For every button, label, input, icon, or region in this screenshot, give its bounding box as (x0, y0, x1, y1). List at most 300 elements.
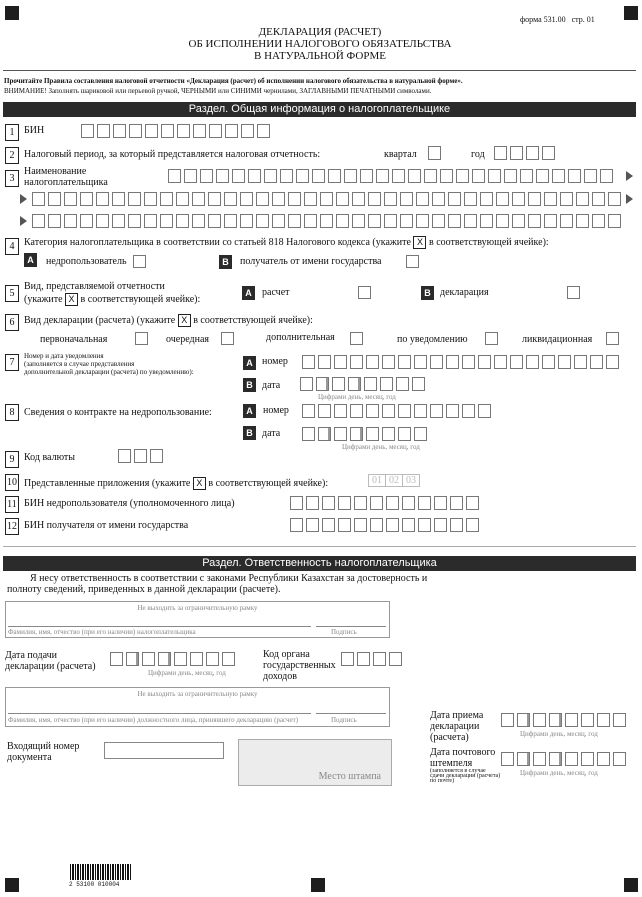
char-cell[interactable] (440, 169, 453, 183)
incoming-number-input[interactable] (104, 742, 224, 759)
char-cell[interactable] (272, 214, 285, 228)
registration-mark (624, 878, 638, 892)
char-cell[interactable] (320, 214, 333, 228)
char-cell[interactable] (184, 169, 197, 183)
divider (3, 70, 636, 71)
notice-date-input[interactable] (300, 377, 428, 391)
char-cell[interactable] (376, 169, 389, 183)
char-cell[interactable] (549, 752, 562, 766)
char-cell[interactable] (288, 214, 301, 228)
char-cell[interactable] (576, 192, 589, 206)
char-cell[interactable] (382, 427, 395, 441)
field-number: 7 (5, 354, 19, 371)
char-cell[interactable] (348, 377, 361, 391)
initial-checkbox[interactable] (135, 332, 148, 345)
char-cell[interactable] (64, 192, 77, 206)
divider (3, 546, 636, 547)
char-cell[interactable] (568, 169, 581, 183)
attachment-03-option[interactable]: 03 (406, 475, 416, 486)
char-cell[interactable] (528, 214, 541, 228)
char-cell[interactable] (456, 169, 469, 183)
char-cell[interactable] (432, 214, 445, 228)
char-cell[interactable] (96, 192, 109, 206)
char-cell[interactable] (462, 404, 475, 418)
char-cell[interactable] (597, 713, 610, 727)
char-cell[interactable] (380, 377, 393, 391)
char-cell[interactable] (398, 404, 411, 418)
char-cell[interactable] (370, 518, 383, 532)
char-cell[interactable] (318, 355, 331, 369)
additional-label: дополнительная (266, 332, 335, 343)
submission-date-input[interactable] (110, 652, 238, 666)
char-cell[interactable] (334, 404, 347, 418)
field-number: 6 (5, 314, 19, 331)
char-cell[interactable] (209, 124, 222, 138)
postal-date-input[interactable] (501, 752, 629, 766)
option-letter-b: B (421, 286, 434, 300)
char-cell[interactable] (517, 713, 530, 727)
char-cell[interactable] (241, 124, 254, 138)
char-cell[interactable] (334, 427, 347, 441)
char-cell[interactable] (302, 355, 315, 369)
char-cell[interactable] (581, 752, 594, 766)
char-cell[interactable] (368, 214, 381, 228)
char-cell[interactable] (373, 652, 386, 666)
char-cell[interactable] (480, 214, 493, 228)
char-cell[interactable] (398, 427, 411, 441)
submission-date-label: Дата подачи декларации (расчета) (5, 650, 96, 672)
taxpayer-name-label: Наименование налогоплательщика (24, 166, 108, 188)
form-code: форма 531.00 стр. 01 (520, 15, 595, 24)
char-cell[interactable] (472, 169, 485, 183)
field-number: 2 (5, 147, 19, 164)
postal-date-label: Дата почтового штемпеля (430, 747, 496, 769)
char-cell[interactable] (450, 496, 463, 510)
char-cell[interactable] (206, 652, 219, 666)
char-cell[interactable] (549, 713, 562, 727)
attachment-01-option[interactable]: 01 (369, 475, 386, 486)
attachments-label: Представленные приложения (укажите X в соответствующей ячейке): (24, 477, 329, 489)
char-cell[interactable] (354, 496, 367, 510)
char-cell[interactable] (96, 214, 109, 228)
field-number: 10 (5, 474, 19, 491)
char-cell[interactable] (336, 192, 349, 206)
option-letter-b: B (219, 255, 232, 269)
char-cell[interactable] (446, 355, 459, 369)
char-cell[interactable] (304, 192, 317, 206)
char-cell[interactable] (418, 518, 431, 532)
char-cell[interactable] (613, 713, 626, 727)
char-cell[interactable] (517, 752, 530, 766)
subsoil-user-bin-input[interactable] (290, 496, 482, 510)
char-cell[interactable] (424, 169, 437, 183)
char-cell[interactable] (350, 355, 363, 369)
char-cell[interactable] (320, 192, 333, 206)
char-cell[interactable] (160, 214, 173, 228)
char-cell[interactable] (360, 169, 373, 183)
char-cell[interactable] (176, 192, 189, 206)
char-cell[interactable] (312, 169, 325, 183)
barcode (70, 864, 132, 880)
char-cell[interactable] (248, 169, 261, 183)
char-cell[interactable] (352, 192, 365, 206)
char-cell[interactable] (450, 518, 463, 532)
state-recipient-bin-label: БИН получателя от имени государства (24, 520, 189, 531)
char-cell[interactable] (478, 404, 491, 418)
revenue-organ-code-input[interactable] (341, 652, 405, 666)
char-cell[interactable] (510, 355, 523, 369)
char-cell[interactable] (256, 214, 269, 228)
char-cell[interactable] (416, 192, 429, 206)
char-cell[interactable] (464, 214, 477, 228)
char-cell[interactable] (542, 355, 555, 369)
tax-period-label: Налоговый период, за который представляется налоговая отчетность: (24, 149, 321, 160)
char-cell[interactable] (128, 192, 141, 206)
char-cell[interactable] (322, 496, 335, 510)
char-cell[interactable] (510, 146, 523, 160)
char-cell[interactable] (81, 124, 94, 138)
year-label: год (471, 149, 485, 160)
char-cell[interactable] (608, 192, 621, 206)
char-cell[interactable] (174, 652, 187, 666)
char-cell[interactable] (302, 404, 315, 418)
taxpayer-name-row3[interactable] (32, 214, 624, 228)
char-cell[interactable] (357, 652, 370, 666)
char-cell[interactable] (412, 377, 425, 391)
char-cell[interactable] (200, 169, 213, 183)
receipt-date-label: Дата приема декларации (расчета) (430, 710, 484, 743)
char-cell[interactable] (225, 124, 238, 138)
char-cell[interactable] (150, 449, 163, 463)
char-cell[interactable] (216, 169, 229, 183)
signature-caption: Подпись (331, 628, 357, 636)
char-cell[interactable] (448, 192, 461, 206)
char-cell[interactable] (97, 124, 110, 138)
char-cell[interactable] (193, 124, 206, 138)
char-cell[interactable] (328, 169, 341, 183)
char-cell[interactable] (584, 169, 597, 183)
char-cell[interactable] (576, 214, 589, 228)
char-cell[interactable] (240, 214, 253, 228)
char-cell[interactable] (350, 427, 363, 441)
char-cell[interactable] (354, 518, 367, 532)
char-cell[interactable] (448, 214, 461, 228)
regular-checkbox[interactable] (221, 332, 234, 345)
char-cell[interactable] (368, 192, 381, 206)
stamp-area (238, 739, 392, 786)
char-cell[interactable] (392, 169, 405, 183)
char-cell[interactable] (192, 192, 205, 206)
char-cell[interactable] (613, 752, 626, 766)
char-cell[interactable] (402, 518, 415, 532)
char-cell[interactable] (544, 214, 557, 228)
subsoil-user-bin-label: БИН недропользователя (уполномоченного лица) (24, 498, 235, 509)
char-cell[interactable] (386, 496, 399, 510)
char-cell[interactable] (126, 652, 139, 666)
additional-checkbox[interactable] (350, 332, 363, 345)
char-cell[interactable] (332, 377, 345, 391)
char-cell[interactable] (560, 192, 573, 206)
char-cell[interactable] (334, 355, 347, 369)
char-cell[interactable] (565, 752, 578, 766)
char-cell[interactable] (264, 169, 277, 183)
char-cell[interactable] (112, 214, 125, 228)
bin-input[interactable] (81, 124, 273, 138)
char-cell[interactable] (344, 169, 357, 183)
char-cell[interactable] (118, 449, 131, 463)
instruction-line: Прочитайте Правила составления налоговой отчетности «Декларация (расчет) об исполнении налогового обязательства в натуральной форме». (4, 77, 463, 85)
char-cell[interactable] (462, 355, 475, 369)
instruction-warning: ВНИМАНИЕ! Заполнять шариковой или перьевой ручкой, ЧЕРНЫМИ или СИНИМИ чернилами, ЗАГЛАВНЫМИ ПЕЧАТНЫМИ символами. (4, 87, 432, 95)
char-cell[interactable] (501, 752, 514, 766)
char-cell[interactable] (302, 427, 315, 441)
char-cell[interactable] (160, 192, 173, 206)
char-cell[interactable] (512, 192, 525, 206)
date-hint: Цифрами день, месяц, год (148, 669, 226, 677)
char-cell[interactable] (338, 518, 351, 532)
char-cell[interactable] (416, 214, 429, 228)
char-cell[interactable] (597, 752, 610, 766)
char-cell[interactable] (389, 652, 402, 666)
attachments-selector[interactable] (368, 474, 420, 487)
char-cell[interactable] (565, 713, 578, 727)
char-cell[interactable] (306, 518, 319, 532)
char-cell[interactable] (400, 192, 413, 206)
char-cell[interactable] (112, 192, 125, 206)
char-cell[interactable] (396, 377, 409, 391)
char-cell[interactable] (290, 496, 303, 510)
char-cell[interactable] (364, 377, 377, 391)
date-hint: Цифрами день, месяц, год (318, 393, 396, 401)
char-cell[interactable] (504, 169, 517, 183)
char-cell[interactable] (526, 146, 539, 160)
boundary-note: Не выходить за ограничительную рамку (137, 604, 258, 612)
quarter-input[interactable] (428, 146, 444, 160)
char-cell[interactable] (257, 124, 270, 138)
continue-arrow-icon (20, 194, 27, 204)
char-cell[interactable] (177, 124, 190, 138)
char-cell[interactable] (350, 404, 363, 418)
char-cell[interactable] (370, 496, 383, 510)
char-cell[interactable] (496, 192, 509, 206)
char-cell[interactable] (574, 355, 587, 369)
barcode-number: 2 53100 010004 (69, 881, 120, 888)
state-recipient-bin-input[interactable] (290, 518, 482, 532)
char-cell[interactable] (478, 355, 491, 369)
taxpayer-name-row1[interactable] (168, 169, 616, 183)
char-cell[interactable] (384, 192, 397, 206)
taxpayer-name-row2[interactable] (32, 192, 624, 206)
char-cell[interactable] (590, 355, 603, 369)
char-cell[interactable] (142, 652, 155, 666)
declaration-checkbox[interactable] (567, 286, 580, 299)
section-header-responsibility: Раздел. Ответственность налогоплательщика (3, 556, 636, 571)
char-cell[interactable] (110, 652, 123, 666)
char-cell[interactable] (428, 146, 441, 160)
contract-date-label: дата (262, 428, 281, 439)
char-cell[interactable] (488, 169, 501, 183)
currency-code-input[interactable] (118, 449, 166, 463)
by-notice-label: по уведомлению (397, 334, 468, 345)
char-cell[interactable] (48, 192, 61, 206)
year-input[interactable] (494, 146, 558, 160)
char-cell[interactable] (446, 404, 459, 418)
char-cell[interactable] (272, 192, 285, 206)
char-cell[interactable] (322, 518, 335, 532)
attachment-02-option[interactable]: 02 (386, 475, 403, 486)
char-cell[interactable] (64, 214, 77, 228)
char-cell[interactable] (113, 124, 126, 138)
section-header-general: Раздел. Общая информация о налогоплательщике (3, 102, 636, 117)
char-cell[interactable] (606, 355, 619, 369)
char-cell[interactable] (192, 214, 205, 228)
char-cell[interactable] (501, 713, 514, 727)
char-cell[interactable] (560, 214, 573, 228)
field-number: 3 (5, 170, 19, 187)
char-cell[interactable] (430, 404, 443, 418)
state-recipient-checkbox[interactable] (406, 255, 419, 268)
registration-mark (5, 6, 19, 20)
char-cell[interactable] (418, 496, 431, 510)
char-cell[interactable] (80, 214, 93, 228)
char-cell[interactable] (466, 496, 479, 510)
char-cell[interactable] (414, 427, 427, 441)
char-cell[interactable] (304, 214, 317, 228)
calculation-checkbox[interactable] (358, 286, 371, 299)
liquidation-label: ликвидационная (522, 334, 593, 345)
char-cell[interactable] (222, 652, 235, 666)
char-cell[interactable] (290, 518, 303, 532)
char-cell[interactable] (208, 214, 221, 228)
declaration-label: декларация (440, 287, 489, 298)
char-cell[interactable] (494, 146, 507, 160)
char-cell[interactable] (280, 169, 293, 183)
official-signature-box[interactable] (5, 687, 390, 727)
char-cell[interactable] (240, 192, 253, 206)
char-cell[interactable] (168, 169, 181, 183)
char-cell[interactable] (145, 124, 158, 138)
char-cell[interactable] (129, 124, 142, 138)
char-cell[interactable] (296, 169, 309, 183)
char-cell[interactable] (318, 427, 331, 441)
char-cell[interactable] (542, 146, 555, 160)
char-cell[interactable] (48, 214, 61, 228)
char-cell[interactable] (338, 496, 351, 510)
char-cell[interactable] (494, 355, 507, 369)
char-cell[interactable] (288, 192, 301, 206)
char-cell[interactable] (414, 355, 427, 369)
char-cell[interactable] (512, 214, 525, 228)
char-cell[interactable] (366, 355, 379, 369)
field-number: 11 (5, 496, 19, 513)
contract-date-input[interactable] (302, 427, 430, 441)
char-cell[interactable] (80, 192, 93, 206)
char-cell[interactable] (366, 427, 379, 441)
char-cell[interactable] (533, 713, 546, 727)
char-cell[interactable] (552, 169, 565, 183)
char-cell[interactable] (400, 214, 413, 228)
char-cell[interactable] (256, 192, 269, 206)
char-cell[interactable] (434, 496, 447, 510)
char-cell[interactable] (544, 192, 557, 206)
char-cell[interactable] (558, 355, 571, 369)
taxpayer-signature-box[interactable] (5, 601, 390, 638)
char-cell[interactable] (134, 449, 147, 463)
char-cell[interactable] (158, 652, 171, 666)
char-cell[interactable] (224, 214, 237, 228)
char-cell[interactable] (224, 192, 237, 206)
date-hint: Цифрами день, месяц, год (520, 730, 598, 738)
by-notice-checkbox[interactable] (485, 332, 498, 345)
char-cell[interactable] (430, 355, 443, 369)
char-cell[interactable] (176, 214, 189, 228)
report-type-label: Вид, представляемой отчетности (укажите X в соответствующей ячейке): (24, 281, 201, 305)
char-cell[interactable] (581, 713, 594, 727)
char-cell[interactable] (600, 169, 613, 183)
char-cell[interactable] (608, 214, 621, 228)
char-cell[interactable] (402, 496, 415, 510)
char-cell[interactable] (316, 377, 329, 391)
char-cell[interactable] (232, 169, 245, 183)
char-cell[interactable] (32, 192, 45, 206)
char-cell[interactable] (432, 192, 445, 206)
char-cell[interactable] (528, 192, 541, 206)
char-cell[interactable] (408, 169, 421, 183)
char-cell[interactable] (128, 214, 141, 228)
char-cell[interactable] (352, 214, 365, 228)
char-cell[interactable] (318, 404, 331, 418)
char-cell[interactable] (144, 214, 157, 228)
char-cell[interactable] (480, 192, 493, 206)
char-cell[interactable] (144, 192, 157, 206)
char-cell[interactable] (384, 214, 397, 228)
char-cell[interactable] (414, 404, 427, 418)
char-cell[interactable] (208, 192, 221, 206)
notice-number-input[interactable] (302, 355, 622, 369)
char-cell[interactable] (382, 404, 395, 418)
contract-number-label: номер (263, 405, 289, 416)
char-cell[interactable] (592, 192, 605, 206)
char-cell[interactable] (496, 214, 509, 228)
boundary-note: Не выходить за ограничительную рамку (137, 690, 258, 698)
char-cell[interactable] (464, 192, 477, 206)
signature-line (316, 713, 386, 714)
liquidation-checkbox[interactable] (606, 332, 619, 345)
char-cell[interactable] (161, 124, 174, 138)
char-cell[interactable] (466, 518, 479, 532)
char-cell[interactable] (336, 214, 349, 228)
char-cell[interactable] (190, 652, 203, 666)
char-cell[interactable] (366, 404, 379, 418)
char-cell[interactable] (533, 752, 546, 766)
contract-number-input[interactable] (302, 404, 494, 418)
char-cell[interactable] (536, 169, 549, 183)
char-cell[interactable] (434, 518, 447, 532)
char-cell[interactable] (386, 518, 399, 532)
char-cell[interactable] (398, 355, 411, 369)
char-cell[interactable] (520, 169, 533, 183)
char-cell[interactable] (526, 355, 539, 369)
char-cell[interactable] (306, 496, 319, 510)
subsoil-user-checkbox[interactable] (133, 255, 146, 268)
char-cell[interactable] (382, 355, 395, 369)
calculation-label: расчет (262, 287, 290, 298)
receipt-date-input[interactable] (501, 713, 629, 727)
char-cell[interactable] (300, 377, 313, 391)
char-cell[interactable] (592, 214, 605, 228)
char-cell[interactable] (32, 214, 45, 228)
char-cell[interactable] (341, 652, 354, 666)
